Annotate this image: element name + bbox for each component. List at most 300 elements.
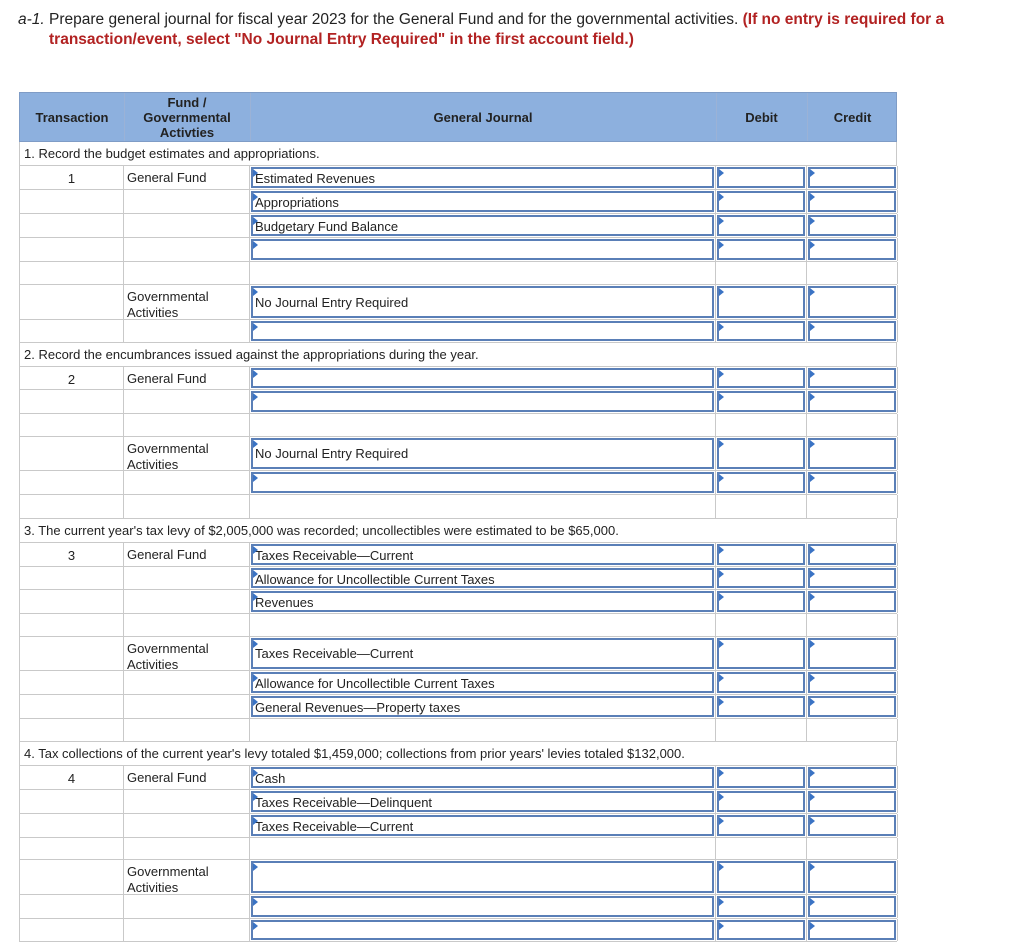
credit-input[interactable]	[808, 920, 896, 940]
fund-cell	[124, 695, 250, 718]
fund-cell: General Fund	[124, 367, 250, 389]
table-row	[19, 567, 897, 590]
account-select[interactable]	[251, 638, 714, 669]
debit-input[interactable]	[717, 544, 805, 565]
transaction-cell: 4	[20, 766, 124, 789]
debit-input[interactable]	[717, 239, 805, 260]
fund-cell	[124, 262, 250, 284]
table-row	[19, 214, 897, 238]
transaction-cell	[20, 238, 124, 261]
section-description: 4. Tax collections of the current year's levy totaled $1,459,000; collections from prior years' levies totaled $132,000.	[19, 742, 897, 766]
account-cell	[250, 471, 716, 494]
fund-cell	[124, 919, 250, 941]
credit-cell	[807, 766, 898, 789]
dropdown-marker-icon	[719, 674, 724, 682]
account-cell	[250, 614, 716, 636]
credit-input[interactable]	[808, 286, 896, 318]
table-header	[19, 92, 897, 142]
debit-input[interactable]	[717, 672, 805, 693]
debit-input[interactable]	[717, 167, 805, 188]
table-row	[19, 190, 897, 214]
account-cell	[250, 190, 716, 213]
transaction-cell	[20, 285, 124, 319]
dropdown-marker-icon	[719, 169, 724, 177]
dropdown-marker-icon	[810, 323, 815, 331]
debit-input[interactable]	[717, 696, 805, 717]
fund-cell	[124, 614, 250, 636]
fund-cell	[124, 590, 250, 613]
credit-input[interactable]	[808, 215, 896, 236]
account-select[interactable]	[251, 472, 714, 493]
transaction-cell	[20, 895, 124, 918]
account-select[interactable]	[251, 767, 714, 788]
debit-input[interactable]	[717, 815, 805, 836]
debit-input[interactable]	[717, 286, 805, 318]
dropdown-marker-icon	[253, 193, 258, 201]
section-description: 1. Record the budget estimates and appropriations.	[19, 142, 897, 166]
table-row	[19, 166, 897, 190]
table-row	[19, 437, 897, 471]
account-name: Allowance for Uncollectible Current Taxes	[255, 572, 495, 587]
account-cell	[250, 590, 716, 613]
account-cell	[250, 262, 716, 284]
fund-cell	[124, 838, 250, 859]
dropdown-marker-icon	[719, 288, 724, 296]
fund-cell: General Fund	[124, 166, 250, 189]
dropdown-marker-icon	[810, 393, 815, 401]
account-select[interactable]	[251, 696, 714, 717]
dropdown-marker-icon	[253, 288, 258, 296]
account-select[interactable]	[251, 568, 714, 588]
credit-input[interactable]	[808, 638, 896, 669]
debit-cell	[716, 190, 807, 213]
credit-cell	[807, 590, 898, 613]
debit-cell	[716, 814, 807, 837]
credit-input[interactable]	[808, 815, 896, 836]
debit-input[interactable]	[717, 191, 805, 212]
table-row	[19, 860, 897, 895]
debit-cell	[716, 437, 807, 470]
fund-cell: General Fund	[124, 543, 250, 566]
transaction-cell	[20, 567, 124, 589]
transaction-cell: 3	[20, 543, 124, 566]
transaction-cell	[20, 190, 124, 213]
account-name: Taxes Receivable—Current	[255, 548, 414, 563]
credit-input[interactable]	[808, 544, 896, 565]
credit-cell	[807, 471, 898, 494]
debit-cell	[716, 919, 807, 941]
debit-cell	[716, 367, 807, 389]
account-cell	[250, 214, 716, 237]
account-name: Estimated Revenues	[255, 171, 375, 186]
dropdown-marker-icon	[810, 370, 815, 378]
fund-cell: Governmental Activities	[124, 860, 250, 894]
credit-input[interactable]	[808, 438, 896, 469]
dropdown-marker-icon	[810, 474, 815, 482]
table-row	[19, 919, 897, 942]
account-select[interactable]	[251, 391, 714, 412]
fund-cell	[124, 814, 250, 837]
dropdown-marker-icon	[810, 193, 815, 201]
debit-cell	[716, 238, 807, 261]
table-row	[19, 367, 897, 390]
account-name: General Revenues—Property taxes	[255, 700, 461, 715]
debit-cell	[716, 614, 807, 636]
table-row	[19, 414, 897, 437]
credit-cell	[807, 814, 898, 837]
dropdown-marker-icon	[810, 570, 815, 578]
debit-cell	[716, 543, 807, 566]
account-select[interactable]	[251, 591, 714, 612]
account-name: Taxes Receivable—Current	[255, 819, 414, 834]
transaction-cell	[20, 471, 124, 494]
credit-input[interactable]	[808, 472, 896, 493]
account-select[interactable]	[251, 544, 714, 565]
table-row	[19, 814, 897, 838]
account-cell	[250, 895, 716, 918]
transaction-cell	[20, 719, 124, 741]
account-cell	[250, 437, 716, 470]
fund-cell	[124, 719, 250, 741]
account-cell	[250, 320, 716, 342]
debit-cell	[716, 719, 807, 741]
debit-input[interactable]	[717, 321, 805, 341]
account-select[interactable]	[251, 896, 714, 917]
account-cell	[250, 567, 716, 589]
credit-input[interactable]	[808, 391, 896, 412]
debit-input[interactable]	[717, 767, 805, 788]
account-name: Taxes Receivable—Delinquent	[255, 795, 433, 810]
header-general-journal: General Journal	[250, 93, 717, 141]
dropdown-marker-icon	[810, 288, 815, 296]
credit-input[interactable]	[808, 239, 896, 260]
account-cell	[250, 719, 716, 741]
debit-cell	[716, 262, 807, 284]
section-description: 2. Record the encumbrances issued against the appropriations during the year.	[19, 343, 897, 367]
dropdown-marker-icon	[719, 922, 724, 930]
credit-input[interactable]	[808, 591, 896, 612]
account-name: No Journal Entry Required	[255, 446, 409, 461]
fund-cell	[124, 190, 250, 213]
credit-cell	[807, 567, 898, 589]
account-select[interactable]	[251, 167, 714, 188]
transaction-cell	[20, 814, 124, 837]
debit-cell	[716, 860, 807, 894]
dropdown-marker-icon	[810, 922, 815, 930]
credit-cell	[807, 860, 898, 894]
debit-cell	[716, 414, 807, 436]
credit-input[interactable]	[808, 696, 896, 717]
debit-input[interactable]	[717, 638, 805, 669]
dropdown-marker-icon	[719, 370, 724, 378]
transaction-cell	[20, 671, 124, 694]
account-select[interactable]	[251, 861, 714, 893]
dropdown-marker-icon	[719, 323, 724, 331]
credit-cell	[807, 719, 898, 741]
account-select[interactable]	[251, 368, 714, 388]
dropdown-marker-icon	[810, 640, 815, 648]
account-name: Appropriations	[255, 195, 339, 210]
fund-cell	[124, 895, 250, 918]
transaction-cell	[20, 495, 124, 518]
fund-cell	[124, 238, 250, 261]
instruction-required-1: (If no entry is required for a	[742, 11, 945, 28]
instruction-text: Prepare general journal for fiscal year 2023 for the General Fund and for the governmental activities.	[44, 11, 743, 28]
dropdown-marker-icon	[719, 769, 724, 777]
debit-cell	[716, 567, 807, 589]
credit-input[interactable]	[808, 767, 896, 788]
account-cell	[250, 814, 716, 837]
transaction-cell	[20, 919, 124, 941]
dropdown-marker-icon	[253, 863, 258, 871]
debit-cell	[716, 895, 807, 918]
credit-input[interactable]	[808, 191, 896, 212]
credit-input[interactable]	[808, 167, 896, 188]
debit-input[interactable]	[717, 920, 805, 940]
dropdown-marker-icon	[719, 546, 724, 554]
account-cell	[250, 285, 716, 319]
debit-cell	[716, 637, 807, 670]
dropdown-marker-icon	[253, 793, 258, 801]
debit-input[interactable]	[717, 438, 805, 469]
account-cell	[250, 766, 716, 789]
dropdown-marker-icon	[719, 474, 724, 482]
account-select[interactable]	[251, 321, 714, 341]
table-row	[19, 790, 897, 814]
credit-cell	[807, 390, 898, 413]
credit-input[interactable]	[808, 568, 896, 588]
debit-cell	[716, 695, 807, 718]
transaction-cell	[20, 860, 124, 894]
account-name: Budgetary Fund Balance	[255, 219, 399, 234]
table-row	[19, 543, 897, 567]
dropdown-marker-icon	[253, 640, 258, 648]
dropdown-marker-icon	[810, 217, 815, 225]
credit-cell	[807, 919, 898, 941]
debit-cell	[716, 166, 807, 189]
debit-input[interactable]	[717, 568, 805, 588]
credit-input[interactable]	[808, 672, 896, 693]
transaction-cell	[20, 590, 124, 613]
debit-cell	[716, 471, 807, 494]
fund-cell: Governmental Activities	[124, 637, 250, 670]
debit-input[interactable]	[717, 368, 805, 388]
table-row	[19, 895, 897, 919]
account-select[interactable]	[251, 438, 714, 469]
debit-input[interactable]	[717, 215, 805, 236]
credit-cell	[807, 895, 898, 918]
dropdown-marker-icon	[810, 546, 815, 554]
dropdown-marker-icon	[253, 769, 258, 777]
table-row	[19, 719, 897, 742]
account-select[interactable]	[251, 286, 714, 318]
account-cell	[250, 671, 716, 694]
transaction-cell	[20, 320, 124, 342]
account-select[interactable]	[251, 920, 714, 940]
dropdown-marker-icon	[810, 793, 815, 801]
credit-cell	[807, 790, 898, 813]
section-description: 3. The current year's tax levy of $2,005,000 was recorded; uncollectibles were estimated to be $65,000.	[19, 519, 897, 543]
dropdown-marker-icon	[810, 241, 815, 249]
credit-input[interactable]	[808, 321, 896, 341]
credit-cell	[807, 367, 898, 389]
credit-cell	[807, 543, 898, 566]
table-row	[19, 766, 897, 790]
credit-cell	[807, 614, 898, 636]
debit-cell	[716, 320, 807, 342]
dropdown-marker-icon	[253, 546, 258, 554]
account-cell	[250, 238, 716, 261]
account-select[interactable]	[251, 791, 714, 812]
dropdown-marker-icon	[810, 817, 815, 825]
dropdown-marker-icon	[253, 922, 258, 930]
dropdown-marker-icon	[810, 769, 815, 777]
transaction-cell	[20, 790, 124, 813]
table-row	[19, 695, 897, 719]
transaction-cell	[20, 262, 124, 284]
account-name: Allowance for Uncollectible Current Taxes	[255, 676, 495, 691]
account-select[interactable]	[251, 191, 714, 212]
debit-input[interactable]	[717, 391, 805, 412]
transaction-cell	[20, 695, 124, 718]
debit-input[interactable]	[717, 861, 805, 893]
instruction-lead: a-1.	[18, 11, 45, 28]
dropdown-marker-icon	[810, 863, 815, 871]
table-row	[19, 320, 897, 343]
credit-cell	[807, 285, 898, 319]
dropdown-marker-icon	[253, 440, 258, 448]
dropdown-marker-icon	[719, 593, 724, 601]
debit-input[interactable]	[717, 591, 805, 612]
transaction-cell	[20, 214, 124, 237]
header-debit: Debit	[716, 93, 808, 141]
header-fund: Fund / Governmental Activties	[124, 93, 251, 141]
fund-cell	[124, 320, 250, 342]
debit-input[interactable]	[717, 791, 805, 812]
dropdown-marker-icon	[810, 593, 815, 601]
transaction-cell	[20, 414, 124, 436]
fund-cell	[124, 790, 250, 813]
account-name: Cash	[255, 771, 286, 786]
debit-cell	[716, 214, 807, 237]
table-row	[19, 262, 897, 285]
dropdown-marker-icon	[253, 674, 258, 682]
table-row	[19, 495, 897, 519]
transaction-cell	[20, 838, 124, 859]
table-row	[19, 614, 897, 637]
fund-cell	[124, 495, 250, 518]
dropdown-marker-icon	[719, 898, 724, 906]
table-row	[19, 390, 897, 414]
table-row	[19, 238, 897, 262]
debit-input[interactable]	[717, 472, 805, 493]
table-row	[19, 285, 897, 320]
debit-cell	[716, 838, 807, 859]
credit-input[interactable]	[808, 896, 896, 917]
fund-cell	[124, 671, 250, 694]
transaction-cell	[20, 390, 124, 413]
debit-cell	[716, 766, 807, 789]
dropdown-marker-icon	[253, 393, 258, 401]
dropdown-marker-icon	[810, 898, 815, 906]
account-select[interactable]	[251, 239, 714, 260]
table-row	[19, 637, 897, 671]
dropdown-marker-icon	[253, 370, 258, 378]
fund-cell	[124, 414, 250, 436]
dropdown-marker-icon	[719, 817, 724, 825]
fund-cell: Governmental Activities	[124, 285, 250, 319]
header-transaction: Transaction	[20, 93, 125, 141]
transaction-cell	[20, 437, 124, 470]
dropdown-marker-icon	[719, 640, 724, 648]
transaction-cell: 2	[20, 367, 124, 389]
credit-cell	[807, 838, 898, 859]
dropdown-marker-icon	[253, 570, 258, 578]
fund-cell: General Fund	[124, 766, 250, 789]
dropdown-marker-icon	[810, 698, 815, 706]
account-cell	[250, 543, 716, 566]
transaction-cell: 1	[20, 166, 124, 189]
dropdown-marker-icon	[253, 323, 258, 331]
dropdown-marker-icon	[810, 440, 815, 448]
account-select[interactable]	[251, 672, 714, 693]
dropdown-marker-icon	[253, 474, 258, 482]
dropdown-marker-icon	[253, 217, 258, 225]
dropdown-marker-icon	[719, 570, 724, 578]
dropdown-marker-icon	[719, 217, 724, 225]
credit-cell	[807, 238, 898, 261]
debit-input[interactable]	[717, 896, 805, 917]
account-cell	[250, 414, 716, 436]
table-row	[19, 590, 897, 614]
instructions	[18, 10, 1008, 50]
dropdown-marker-icon	[719, 393, 724, 401]
credit-input[interactable]	[808, 861, 896, 893]
dropdown-marker-icon	[253, 241, 258, 249]
account-cell	[250, 637, 716, 670]
debit-cell	[716, 495, 807, 518]
account-select[interactable]	[251, 215, 714, 236]
credit-cell	[807, 166, 898, 189]
fund-cell	[124, 567, 250, 589]
account-select[interactable]	[251, 815, 714, 836]
fund-cell	[124, 471, 250, 494]
credit-cell	[807, 214, 898, 237]
account-name: Taxes Receivable—Current	[255, 646, 414, 661]
fund-cell	[124, 390, 250, 413]
dropdown-marker-icon	[253, 898, 258, 906]
dropdown-marker-icon	[719, 440, 724, 448]
dropdown-marker-icon	[253, 169, 258, 177]
credit-cell	[807, 637, 898, 670]
account-cell	[250, 390, 716, 413]
account-name: No Journal Entry Required	[255, 294, 409, 310]
instruction-required-2: transaction/event, select "No Journal Entry Required" in the first account field.)	[49, 31, 634, 48]
table-row	[19, 471, 897, 495]
account-cell	[250, 860, 716, 894]
credit-input[interactable]	[808, 791, 896, 812]
credit-cell	[807, 320, 898, 342]
dropdown-marker-icon	[810, 169, 815, 177]
credit-cell	[807, 437, 898, 470]
dropdown-marker-icon	[253, 698, 258, 706]
credit-input[interactable]	[808, 368, 896, 388]
debit-cell	[716, 590, 807, 613]
credit-cell	[807, 262, 898, 284]
credit-cell	[807, 190, 898, 213]
account-cell	[250, 166, 716, 189]
table-row	[19, 838, 897, 860]
